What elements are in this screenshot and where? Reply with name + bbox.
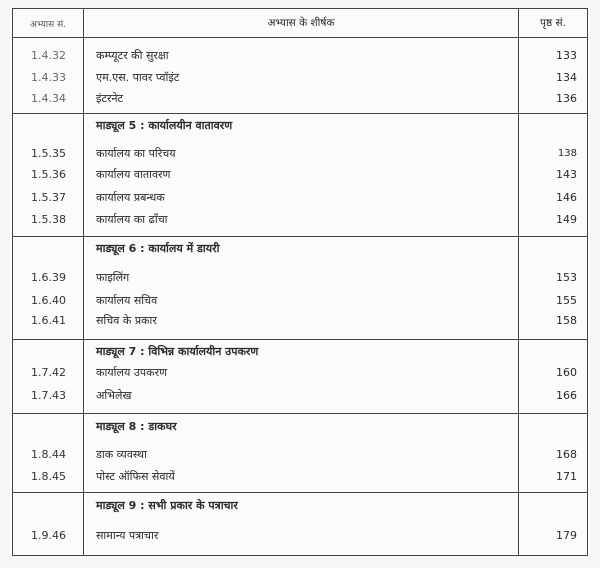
row-page: 166 — [556, 389, 577, 402]
module-title: माड्यूल 6 : कार्यालय में डायरी — [96, 242, 220, 255]
row-number: 1.4.32 — [31, 49, 66, 62]
section-module-4 — [13, 38, 587, 114]
row-title: फाइलिंग — [96, 271, 130, 284]
row-number: 1.5.36 — [31, 168, 66, 181]
row-title: कार्यालय प्रबन्धक — [96, 191, 165, 204]
row-number: 1.5.35 — [31, 147, 66, 160]
row-page: 179 — [556, 529, 577, 542]
section-module-6 — [13, 237, 587, 340]
header-page: पृष्ठ सं. — [540, 17, 566, 29]
row-title: अभिलेख — [96, 389, 132, 402]
row-number: 1.6.39 — [31, 271, 66, 284]
row-number: 1.5.38 — [31, 213, 66, 226]
row-title: सचिव के प्रकार — [96, 314, 157, 327]
row-number: 1.8.45 — [31, 470, 66, 483]
page-sheet — [10, 8, 590, 556]
row-page: 138 — [557, 148, 577, 159]
row-number: 1.8.44 — [31, 448, 66, 461]
row-title: कार्यालय का ढाँचा — [96, 213, 168, 226]
module-title: माड्यूल 8 : डाकघर — [96, 420, 177, 433]
section-module-9 — [13, 493, 587, 555]
section-module-5 — [13, 114, 587, 237]
row-page: 146 — [556, 191, 577, 204]
section-module-7 — [13, 340, 587, 414]
module-title: माड्यूल 5 : कार्यालयीन वातावरण — [96, 119, 233, 132]
row-page: 171 — [556, 470, 577, 483]
row-title: डाक व्यवस्था — [96, 448, 147, 461]
row-title: कार्यालय सचिव — [96, 294, 158, 307]
row-title: सामान्य पत्राचार — [96, 529, 159, 542]
row-title: इंटरनेट — [96, 92, 124, 105]
row-title: कार्यालय का परिचय — [96, 147, 176, 160]
row-title: कम्प्यूटर की सुरक्षा — [96, 49, 169, 62]
row-number: 1.7.42 — [31, 366, 66, 379]
row-title: पोस्ट ऑफिस सेवायें — [96, 470, 175, 483]
row-page: 160 — [556, 366, 577, 379]
row-page: 134 — [556, 71, 577, 84]
row-page: 158 — [556, 314, 577, 327]
row-page: 149 — [556, 213, 577, 226]
row-number: 1.5.37 — [31, 191, 66, 204]
header-number: अभ्यास सं. — [13, 9, 84, 37]
row-number: 1.7.43 — [31, 389, 66, 402]
section-module-8 — [13, 414, 587, 493]
module-title: माड्यूल 7 : विभिन्न कार्यालयीन उपकरण — [96, 345, 259, 358]
row-number: 1.4.33 — [31, 71, 66, 84]
header-title: अभ्यास के शीर्षक — [84, 9, 519, 37]
row-number: 1.9.46 — [31, 529, 66, 542]
module-title: माड्यूल 9 : सभी प्रकार के पत्राचार — [96, 499, 238, 512]
contents-table — [12, 8, 588, 556]
row-number: 1.6.40 — [31, 294, 66, 307]
row-page: 143 — [556, 168, 577, 181]
row-page: 133 — [556, 49, 577, 62]
row-title: कार्यालय वातावरण — [96, 168, 171, 181]
row-page: 136 — [556, 92, 577, 105]
row-page: 153 — [556, 271, 577, 284]
row-number: 1.4.34 — [31, 92, 66, 105]
row-number: 1.6.41 — [31, 314, 66, 327]
row-page: 168 — [556, 448, 577, 461]
row-title: कार्यालय उपकरण — [96, 366, 168, 379]
row-title: एम.एस. पावर प्वॉइंट — [96, 71, 180, 84]
row-page: 155 — [556, 294, 577, 307]
table-header — [13, 9, 587, 38]
